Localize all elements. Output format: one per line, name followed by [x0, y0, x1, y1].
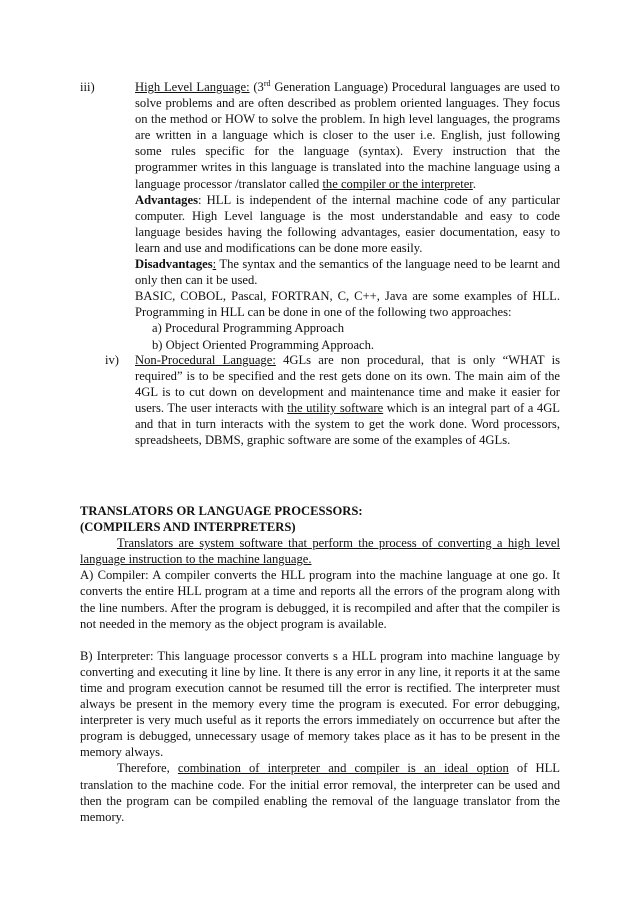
- approach-a: a) Procedural Programming Approach: [152, 321, 344, 336]
- hll-intro: High Level Language: (3rd Generation Language) Procedural languages are used to solve problems and are often described as problem oriented languages. They focus on the method or HOW to solve the problem. In high level languages, the programs are written in a language which is closer to the user i.e. English, just following some rules specific for the language (syntax). Every instruction that the programmer writes in this language is translated into the machine language using a language processor /translator called the compiler or the interpreter.: [135, 78, 560, 191]
- paragraph-gap: [80, 632, 560, 648]
- therefore-paragraph: Therefore, combination of interpreter and compiler is an ideal option of HLL translation to the machine code. For the initial error removal, the interpreter can be used and then the program can be compiled enabling the removal of the language translator from the memory.: [80, 761, 560, 824]
- ideal-option-phrase: combination of interpreter and compiler is an ideal option: [177, 761, 509, 776]
- section-subheading: (COMPILERS AND INTERPRETERS): [80, 520, 296, 535]
- npl-text: Non-Procedural Language: 4GLs are non procedural, that is only “WHAT is required” is to be specified and the rest gets done on its own. The main aim of the 4GL is to cut down on development and maintenance time and make it easier for users. The user interacts with the utility software which is an integral part of a 4GL and that in turn interacts with the system to get the work done. Word processors, spreadsheets, DBMS, graphic software are some of the examples of 4GLs.: [135, 353, 561, 448]
- hll-title: High Level Language:: [135, 80, 250, 94]
- translator-definition: Translators are system software that perform the process of converting a high level language instruction to the machine language.: [80, 536, 560, 567]
- item-body: [135, 352, 560, 449]
- compiler-interpreter-link: the compiler or the interpreter: [322, 176, 473, 191]
- disadvantages-label: Disadvantages: [135, 257, 213, 272]
- translators-section: [80, 503, 560, 825]
- item-body: [135, 79, 560, 353]
- list-number: iv): [105, 353, 119, 367]
- section-heading: TRANSLATORS OR LANGUAGE PROCESSORS:: [80, 504, 363, 518]
- advantages-label: Advantages: [135, 192, 198, 207]
- interpreter-paragraph: B) Interpreter: This language processor converts s a HLL program into machine language by converting and executing it line by line. It there is any error in any line, it reports it at the same time and program execution cannot be resumed till the error is rectified. The interpreter must always be present in the memory every time the program is executed. For error debugging, interpreter is very much useful as it reports the errors immediately on occurrence but after the program is debugged, unnecessary usage of memory takes place as it has to be present in the memory always.: [80, 648, 560, 760]
- hll-examples: BASIC, COBOL, Pascal, FORTRAN, C, C++, Java are some examples of HLL. Programming in HLL can be done in one of the following two approaches:: [135, 289, 560, 320]
- hll-disadvantages: Disadvantages: The syntax and the semantics of the language need to be learnt and only then can it be used.: [135, 257, 560, 288]
- list-number: iii): [80, 80, 95, 94]
- utility-software-link: the utility software: [287, 401, 384, 416]
- approach-b: b) Object Oriented Programming Approach.: [152, 337, 375, 352]
- list-item-high-level-language: [80, 79, 560, 353]
- hll-advantages: Advantages: HLL is independent of the internal machine code of any particular computer. High Level language is the most understandable and easy to code language besides having the following advantages, easier documentation, easy to learn and use and modifications can be done more easily.: [135, 192, 560, 255]
- list-item-non-procedural-language: [80, 352, 560, 449]
- compiler-paragraph: A) Compiler: A compiler converts the HLL program into the machine language at one go. It converts the entire HLL program at a time and reports all the errors of the program along with the line numbers. After the program is debugged, it is recompiled and after that the compiler is not needed in the memory as the object program is available.: [80, 568, 560, 631]
- npl-title: Non-Procedural Language:: [135, 353, 276, 367]
